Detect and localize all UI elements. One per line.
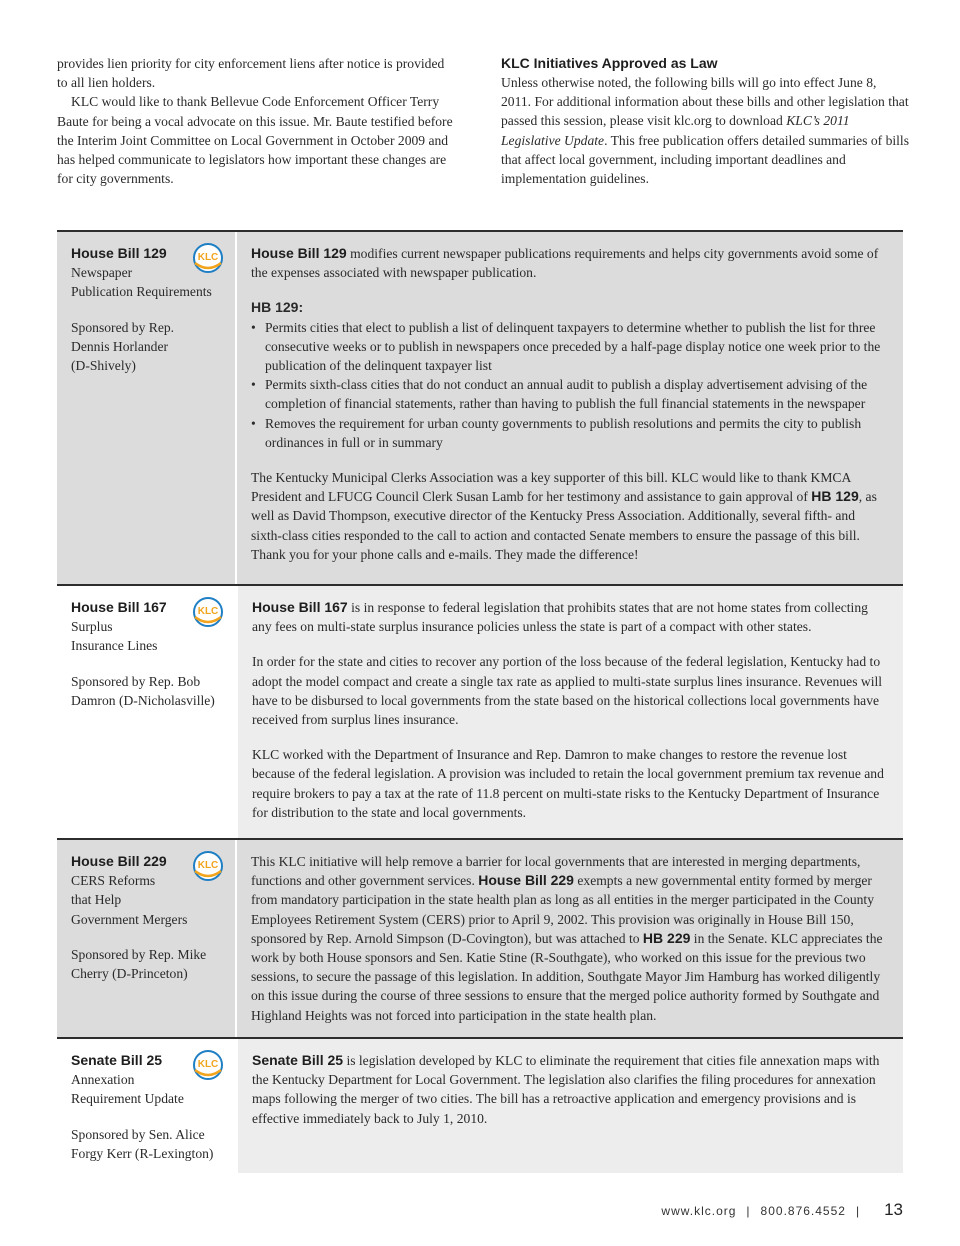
bill-row-hb129 [57,230,903,584]
bill-sponsor: Sponsored by Sen. Alice [71,1126,205,1142]
bill-sponsor: Sponsored by Rep. Bob [71,673,201,689]
bill-sponsor: Cherry (D-Princeton) [71,966,188,982]
logo-text: KLC [197,1059,219,1070]
intro-text-b: . This free publication offers detailed summaries of bills that affect local government, including important deadlines and implementation guidelines. [501,132,909,187]
bill-row-hb229 [57,838,903,1037]
footer-separator: | [855,1204,861,1218]
bill-title: Senate Bill 25 [71,1052,163,1068]
bill-row-hb167 [57,584,903,838]
bill-paragraph: KLC worked with the Department of Insurance and Rep. Damron to make changes to restore the revenue lost because of the federal legislation. A provision was included to retain the local government premium tax revenue and require brokers to pay a tax at the rate of 11.8 percent on multi-state risks to the Kentucky Department of Insurance for distribution to the state and local governments. [252,747,884,820]
bill-summary [251,244,885,282]
bill-summary-text: modifies current newspaper publications requirements and helps city governments avoid some of the expenses associated with newspaper publication. [251,246,879,281]
bill-subtitle: Newspaper [71,265,133,281]
intro-paragraph-3 [501,73,909,188]
bill-title: House Bill 129 [71,245,167,261]
bill-row-sb25 [57,1037,903,1173]
bills-table [57,230,903,1173]
klc-logo-icon [191,1050,225,1080]
bill-subtitle: Insurance Lines [71,638,158,654]
bill-summary [252,598,885,636]
bill-summary [252,1051,885,1128]
bill-name-bold: House Bill 167 [252,599,348,615]
bill-name-bold: HB 229 [642,929,691,946]
phone-number: 800.876.4552 [760,1204,846,1218]
list-heading: HB 129: [251,299,304,316]
klc-logo-icon [191,243,225,273]
bill-title: House Bill 229 [71,853,167,869]
bill-paragraph: In order for the state and cities to recover any portion of the loss because of the federal legislation, Kentucky had to adopt the model compact and create a single tax rate as applied to multi-state surplus lines insurance. Revenues will have to be disbursed to local governments from the state based on the historical collections local governments have received from surplus lines insurance. [252,654,883,728]
bill-subtitle: Government Mergers [71,911,188,927]
list-item: • Permits sixth-class cities that do not conduct an annual audit to publish a display advertisement advising of the completion of financial statements, rather than having to publish the full financial statements in the newspaper [251,375,885,413]
klc-logo-icon [191,851,225,881]
bill-text: This KLC initiative will help remove a barrier for local governments that are interested in merging departments, functions and other government services. [251,854,861,889]
bill-subtitle: Requirement Update [71,1091,184,1107]
bill-sidebar [57,840,235,1037]
bill-description [237,232,903,584]
bill-subtitle: CERS Reforms [71,873,156,889]
bill-text: in the Senate. KLC appreciates the work by both House sponsors and Sen. Katie Stine (R-Southgate), who worked on this issue for the previous two sessions, to secure the passage of this legislation. In addition, Southgate Mayor Jim Hamburg has worked diligently on this issue during the course of three sessions to ensure that the merged police authority formed by Southgate and Highland Heights was not forced into participation in the state health plan. [251,930,883,1023]
intro-paragraph-1: provides lien priority for city enforcement liens after notice is provided to all lien holders. [57,56,445,91]
logo-text: KLC [197,606,219,617]
bill-name-bold: Senate Bill 25 [252,1052,344,1068]
bill-sponsor: Dennis Horlander [71,338,169,354]
bill-sidebar [57,586,235,838]
bill-sponsor: Damron (D-Nicholasville) [71,692,215,708]
provisions-list [251,318,885,452]
intro-right-column [501,54,909,188]
bill-sponsor: Forgy Kerr (R-Lexington) [71,1145,214,1161]
logo-text: KLC [197,860,219,871]
bill-name-bold: HB 129 [811,488,859,505]
list-item: • Removes the requirement for urban county governments to publish resolutions and permits the city to publish ordinances in full or in summary [251,414,885,452]
thanks-text-a: The Kentucky Municipal Clerks Association was a key supporter of this bill. KLC would like to thank KMCA President and LFUCG Council Clerk Susan Lamb for her testimony and assistance to gain approval of [251,470,851,505]
bill-sidebar [57,1039,235,1173]
bill-summary [251,852,885,1025]
section-heading: KLC Initiatives Approved as Law [501,55,718,71]
page-number: 13 [884,1200,903,1219]
bill-subtitle: Publication Requirements [71,284,212,300]
intro-left-column [57,54,457,188]
thanks-text-b: , as well as David Thompson, executive director of the Kentucky Press Association. Additionally, several fifth- and sixth-class cities responded to the call to action and contacted Senate members to ensure the passage of this bill. Thank you for your phone calls and e-mails. They made the difference! [251,489,877,562]
bill-summary-text: is legislation developed by KLC to eliminate the requirement that cities file annexation maps with the Kentucky Department for Local Government. The legislation also clarifies the filing procedures for annexation maps following the merger of two cities. The bill has a retroactive application and emergency provisions and is effective immediately back to July 1, 2010. [252,1053,880,1126]
website-link[interactable]: www.klc.org [661,1204,737,1218]
bill-description [237,840,903,1037]
bill-sponsor: Sponsored by Rep. Mike [71,946,207,962]
bill-sidebar [57,232,235,584]
bill-subtitle: Annexation [71,1072,135,1088]
list-item: • Permits cities that elect to publish a list of delinquent taxpayers to determine whether to publish the list for three consecutive weeks or to publish in newspapers once preceded by a half-page display notice one week prior to the publication of the delinquent taxpayer list [251,318,885,376]
intro-paragraph-2: KLC would like to thank Bellevue Code Enforcement Officer Terry Baute for being a vocal advocate on this issue. Mr. Baute testified before the Interim Joint Committee on Local Government in October 2009 and has helped communicate to legislators how important these changes are for city governments. [57,94,453,187]
footer-separator: | [746,1204,751,1218]
page-footer [0,1200,903,1221]
bill-description [237,586,903,838]
bill-subtitle: that Help [71,892,122,908]
klc-logo-icon [191,597,225,627]
publication-title: KLC’s 2011 Legislative Update [501,113,850,148]
bill-summary-text: is in response to federal legislation that prohibits states that are not home states from collecting any fees on multi-state surplus insurance policies unless the state is part of a compact with other states. [252,600,868,635]
bill-sponsor: (D-Shively) [71,358,136,374]
thanks-paragraph [251,468,885,564]
bill-sponsor: Sponsored by Rep. [71,319,175,335]
bill-subtitle: Surplus [71,619,113,635]
bill-text: exempts a new governmental entity formed by merger from mandatory participation in the state health plan as long as all entities in the merger participated in the County Employees Retirement System (CERS) prior to April 9, 2002. This provision was originally in House Bill 150, sponsored by Rep. Arnold Simpson (D-Covington), but was attached to [251,873,874,946]
logo-text: KLC [197,252,219,263]
bill-name-bold: House Bill 129 [251,245,347,261]
intro-text-a: Unless otherwise noted, the following bills will go into effect June 8, 2011. For additional information about these bills and other legislation that passed this session, please visit klc.org to download [501,75,909,129]
bill-name-bold: House Bill 229 [478,872,574,889]
bill-title: House Bill 167 [71,599,167,615]
bill-description [237,1039,903,1173]
